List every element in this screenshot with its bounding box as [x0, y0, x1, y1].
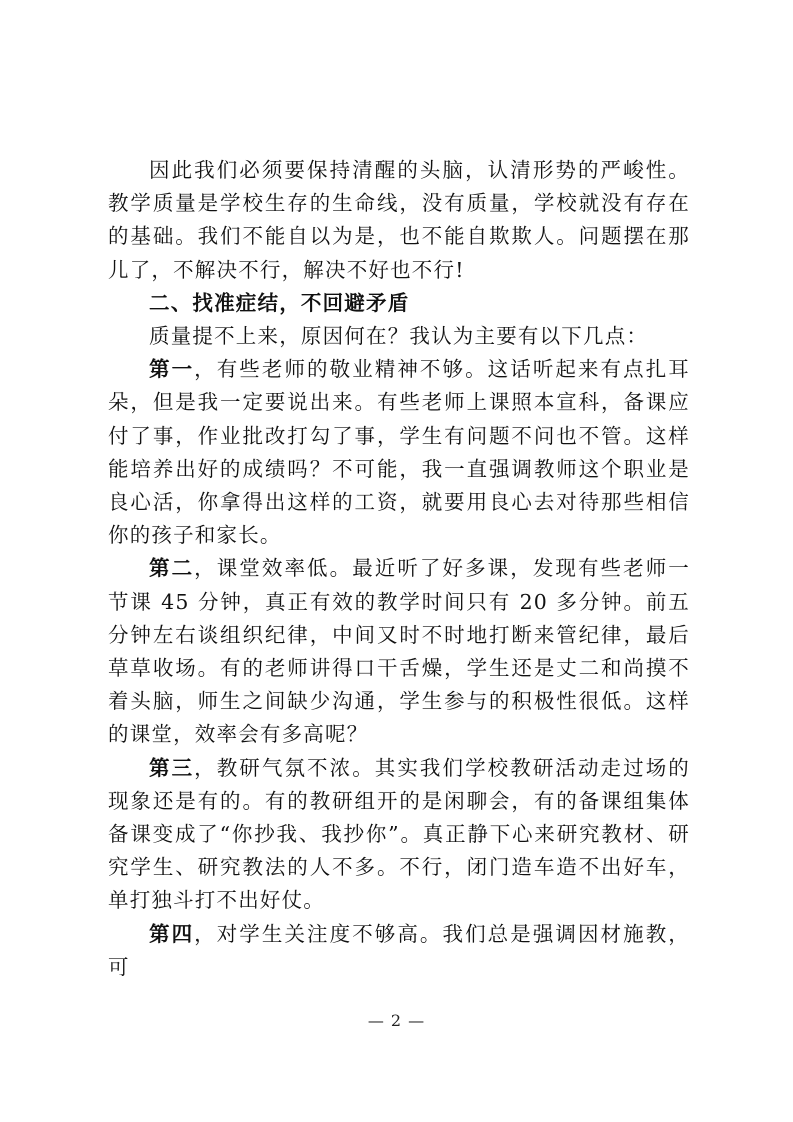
point-2-paragraph: [108, 552, 690, 751]
point-4-lead: 第四: [149, 921, 195, 946]
point-1-lead: 第一: [149, 357, 195, 382]
section-heading-2: 二、找准症结，不回避矛盾: [149, 290, 410, 315]
paragraph-1: 因此我们必须要保持清醒的头脑，认清形势的严峻性。教学质量是学校生存的生命线，没有质量，学校就没有存在的基础。我们不能自以为是，也不能自欺欺人。问题摆在那儿了，不解决不行，解决不好也不行!: [108, 158, 690, 282]
point-2-text: ，课堂效率低。最近听了好多课，发现有些老师一节课 45 分钟，真正有效的教学时间只有 20 多分钟。前五分钟左右谈组织纪律，中间又时不时地打断来管纪律，最后草草收场。有的老师讲得口干舌燥，学生还是丈二和尚摸不着头脑，师生之间缺少沟通，学生参与的积极性很低。这样的课堂，效率会有多高呢？: [108, 556, 690, 747]
point-3-paragraph: [108, 752, 690, 918]
paragraph-2: 质量提不上来，原因何在？我认为主要有以下几点：: [149, 324, 649, 349]
point-4-text: ，对学生关注度不够高。我们总是强调因材施教，可: [108, 921, 690, 979]
point-3-lead: 第三: [149, 755, 195, 780]
document-body: [108, 154, 690, 984]
page-number: — 2 —: [367, 1011, 426, 1030]
point-1-paragraph: [108, 353, 690, 552]
point-3-text: ，教研气氛不浓。其实我们学校教研活动走过场的现象还是有的。有的教研组开的是闲聊会，有的备课组集体备课变成了“你抄我、我抄你”。真正静下心来研究教材、研究学生、研究教法的人不多。不行，闭门造车造不出好车，单打独斗打不出好仗。: [108, 755, 690, 913]
point-1-text: ，有些老师的敬业精神不够。这话听起来有点扎耳朵，但是我一定要说出来。有些老师上课照本宣科，备课应付了事，作业批改打勾了事，学生有问题不问也不管。这样能培养出好的成绩吗？不可能，我一直强调教师这个职业是良心活，你拿得出这样的工资，就要用良心去对待那些相信你的孩子和家长。: [108, 357, 690, 548]
point-2-lead: 第二: [149, 556, 195, 581]
point-4-paragraph: [108, 918, 690, 984]
